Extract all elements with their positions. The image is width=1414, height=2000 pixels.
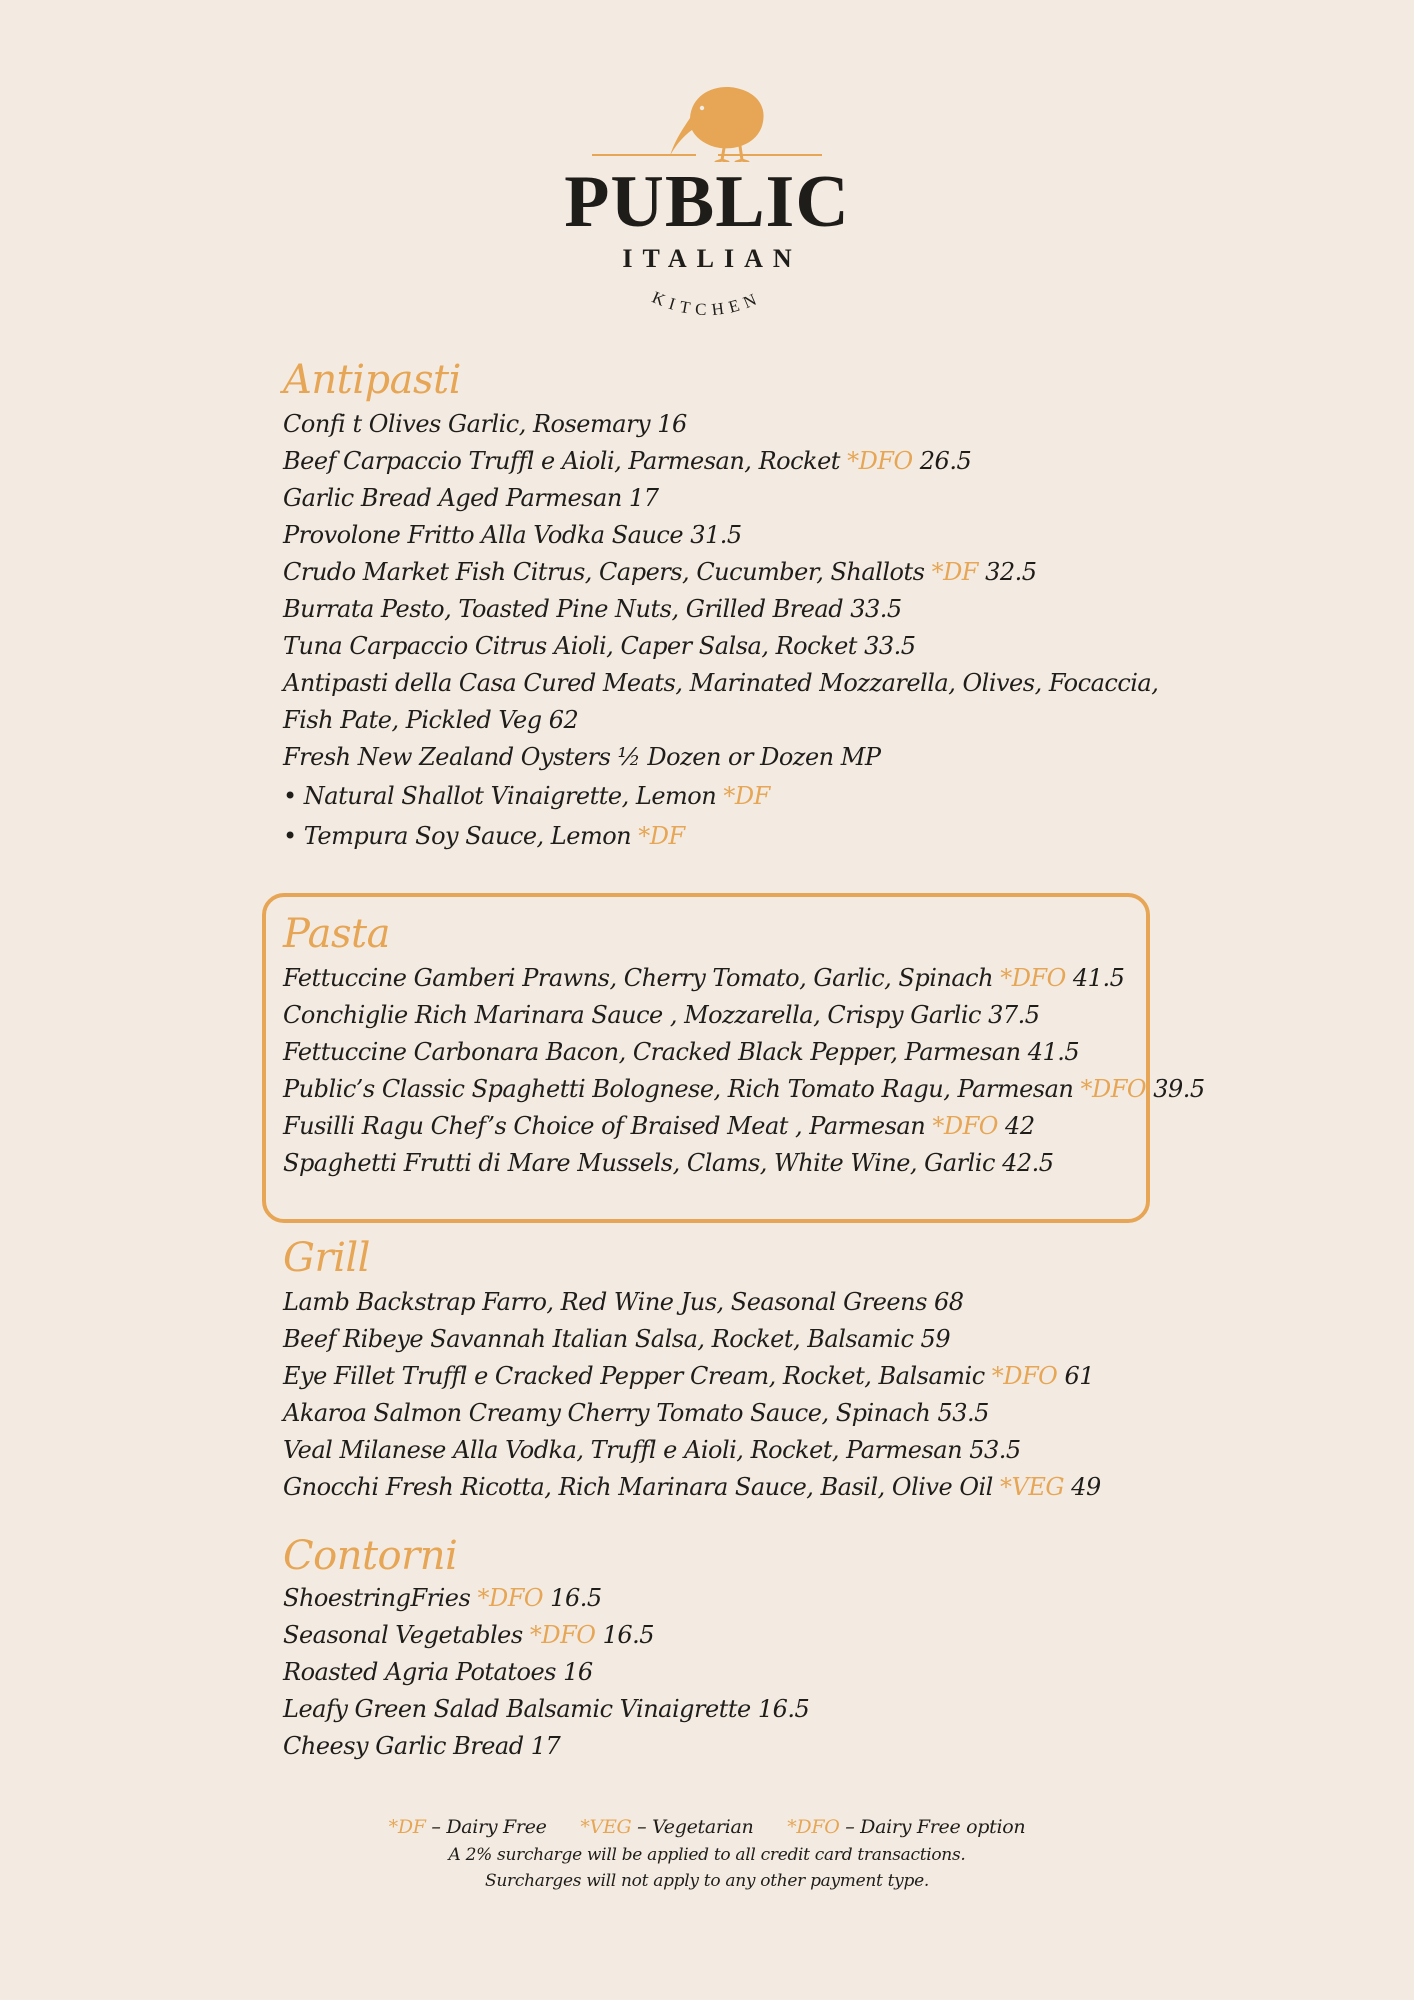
menu-item-price: 42.5	[1002, 1149, 1054, 1177]
menu-item-price: 33.5	[864, 632, 916, 660]
menu-item-text: Tuna Carpaccio Citrus Aioli, Caper Salsa, Rocket	[283, 632, 857, 660]
surcharge-note: A 2% surcharge will be applied to all credit card transactions.	[448, 1845, 966, 1865]
menu-item	[283, 591, 1158, 628]
menu-item-price: 39.5	[1153, 1075, 1205, 1103]
menu-item-text: Crudo Market Fish Citrus, Capers, Cucumber, Shallots	[283, 558, 925, 586]
section-title-pasta: Pasta	[283, 911, 390, 957]
menu-item-text: Roasted Agria Potatoes	[283, 1658, 556, 1686]
dietary-tag: *DF	[931, 558, 978, 586]
menu-item	[283, 1580, 809, 1617]
menu-item-price: 41.5	[1027, 1038, 1080, 1066]
menu-item	[283, 517, 1158, 554]
legend-df	[389, 1816, 547, 1838]
dietary-tag: *DFO	[1080, 1075, 1147, 1103]
dietary-tag: *DFO	[847, 447, 913, 475]
menu-item-price: 59	[920, 1325, 951, 1353]
menu-item-text: Fettuccine Carbonara Bacon, Cracked Black Pepper, Parmesan	[283, 1038, 1021, 1066]
menu-items-antipasti	[283, 406, 1158, 856]
menu-item-text: Leafy Green Salad Balsamic Vinaigrette	[283, 1695, 751, 1723]
menu-item-price: 53.5	[969, 1436, 1021, 1464]
menu-item-text: Public’s Classic Spaghetti Bolognese, Rich Tomato Ragu, Parmesan	[283, 1075, 1074, 1103]
legend-veg	[580, 1816, 753, 1838]
menu-item-price: 37.5	[988, 1001, 1040, 1029]
menu-item-price: 16.5	[550, 1584, 602, 1612]
menu-item	[283, 1284, 1101, 1321]
menu-item-price: 17	[628, 484, 659, 512]
brand-name: PUBLIC	[564, 161, 850, 243]
menu-item	[283, 1432, 1101, 1469]
brand-arc-text: KITCHEN	[649, 287, 765, 320]
menu-item-text: Provolone Fritto Alla Vodka Sauce	[283, 521, 684, 549]
menu-item-text: • Tempura Soy Sauce, Lemon	[283, 822, 632, 850]
menu-item	[283, 1108, 1205, 1145]
menu-item	[283, 1728, 809, 1765]
menu-item-price: 17	[530, 1732, 561, 1760]
legend-meaning: – Vegetarian	[637, 1816, 754, 1838]
menu-item-text: Beef Ribeye Savannah Italian Salsa, Rocket, Balsamic	[283, 1325, 914, 1353]
legend-code: *DFO	[787, 1816, 840, 1838]
section-contorni	[283, 1532, 809, 1765]
menu-item	[283, 702, 1158, 739]
legend-code: *DF	[388, 1816, 426, 1838]
menu-item	[283, 665, 1158, 702]
menu-item	[283, 443, 1158, 480]
menu-item-text: Antipasti della Casa Cured Meats, Marinated Mozzarella, Olives, Focaccia,	[283, 669, 1159, 697]
menu-item	[283, 1654, 809, 1691]
dietary-tag: *DFO	[529, 1621, 596, 1649]
menu-item	[283, 1469, 1101, 1506]
menu-item-text: Fettuccine Gamberi Prawns, Cherry Tomato, Garlic, Spinach	[283, 964, 994, 992]
menu-item-text: Fusilli Ragu Chef’s Choice of Braised Meat , Parmesan	[283, 1112, 926, 1140]
dietary-tag: *DFO	[1000, 964, 1066, 992]
section-pasta	[283, 910, 1205, 1182]
menu-item-price: 16.5	[602, 1621, 654, 1649]
menu-item-text: Cheesy Garlic Bread	[283, 1732, 524, 1760]
section-antipasti	[283, 356, 1158, 856]
menu-item	[283, 776, 1158, 816]
menu-item-text: Fresh New Zealand Oysters ½ Dozen or Dozen	[283, 743, 834, 771]
legend-meaning: – Dairy Free option	[845, 1816, 1026, 1838]
dietary-tag: *VEG	[1000, 1473, 1065, 1501]
section-title-antipasti: Antipasti	[283, 357, 461, 403]
dietary-tag: *DFO	[932, 1112, 998, 1140]
menu-item-text: Akaroa Salmon Creamy Cherry Tomato Sauce, Spinach	[283, 1399, 931, 1427]
menu-item-text: Seasonal Vegetables	[283, 1621, 523, 1649]
menu-item-price: 41.5	[1072, 964, 1125, 992]
menu-item-text: Garlic Bread Aged Parmesan	[283, 484, 622, 512]
menu-item-text: Lamb Backstrap Farro, Red Wine Jus, Seasonal Greens	[283, 1288, 927, 1316]
menu-item	[283, 1034, 1205, 1071]
menu-item	[283, 1145, 1205, 1182]
menu-item	[283, 960, 1205, 997]
menu-items-grill	[283, 1284, 1101, 1506]
logo-rule-left	[592, 154, 696, 156]
menu-item	[283, 1395, 1101, 1432]
kiwi-bird-icon	[640, 78, 774, 162]
menu-item	[283, 1321, 1101, 1358]
menu-item-text: Burrata Pesto, Toasted Pine Nuts, Grilled Bread	[283, 595, 844, 623]
legend-dfo	[787, 1816, 1025, 1838]
menu-item-price: 53.5	[937, 1399, 989, 1427]
menu-item-text: Eye Fillet Truffl e Cracked Pepper Cream, Rocket, Balsamic	[283, 1362, 985, 1390]
menu-item-price: 62	[548, 706, 579, 734]
section-title-contorni: Contorni	[283, 1533, 458, 1579]
menu-items-pasta	[283, 960, 1205, 1182]
menu-item-price: 16	[657, 410, 687, 438]
menu-item-text: Confi t Olives Garlic, Rosemary	[283, 410, 651, 438]
menu-item	[283, 739, 1158, 776]
menu-item-text: Gnocchi Fresh Ricotta, Rich Marinara Sauce, Basil, Olive Oil	[283, 1473, 993, 1501]
legend-meaning: – Dairy Free	[431, 1816, 547, 1838]
dietary-tag: *DF	[723, 782, 770, 810]
menu-item	[283, 1358, 1101, 1395]
menu-footer	[0, 1812, 1414, 1894]
dietary-tag: *DFO	[477, 1584, 544, 1612]
menu-item-price: 33.5	[850, 595, 902, 623]
menu-item-text: Spaghetti Frutti di Mare Mussels, Clams, White Wine, Garlic	[283, 1149, 995, 1177]
dietary-legend	[0, 1812, 1414, 1842]
brand-logo	[0, 78, 1414, 338]
menu-item-text: Beef Carpaccio Truffl e Aioli, Parmesan, Rocket	[283, 447, 840, 475]
menu-item-price: 68	[934, 1288, 964, 1316]
svg-text:KITCHEN	[649, 288, 764, 320]
menu-item-text: Fish Pate, Pickled Veg	[283, 706, 542, 734]
menu-item	[283, 816, 1158, 856]
menu-item	[283, 554, 1158, 591]
menu-item-text: • Natural Shallot Vinaigrette, Lemon	[283, 782, 717, 810]
menu-item	[283, 1071, 1205, 1108]
menu-item	[283, 480, 1158, 517]
section-title-grill: Grill	[283, 1235, 370, 1281]
menu-item-text: Conchiglie Rich Marinara Sauce , Mozzarella, Crispy Garlic	[283, 1001, 981, 1029]
menu-item-price: 32.5	[985, 558, 1037, 586]
legend-code: *VEG	[580, 1816, 632, 1838]
surcharge-note-2: Surcharges will not apply to any other payment type.	[485, 1871, 929, 1891]
dietary-tag: *DF	[638, 822, 685, 850]
menu-item-price: 31.5	[690, 521, 742, 549]
menu-item-text: Veal Milanese Alla Vodka, Truffl e Aioli, Rocket, Parmesan	[283, 1436, 963, 1464]
menu-item	[283, 406, 1158, 443]
menu-item-price: 49	[1071, 1473, 1101, 1501]
section-grill	[283, 1234, 1101, 1506]
menu-item-price: 42	[1005, 1112, 1035, 1140]
menu-item-price: 16	[563, 1658, 593, 1686]
brand-subtitle: ITALIAN	[622, 244, 802, 273]
menu-item-price: 16.5	[757, 1695, 810, 1723]
dietary-tag: *DFO	[991, 1362, 1058, 1390]
menu-item-price: MP	[840, 743, 881, 771]
menu-item-price: 61	[1064, 1362, 1095, 1390]
menu-item	[283, 997, 1205, 1034]
menu-item	[283, 1691, 809, 1728]
menu-items-contorni	[283, 1580, 809, 1765]
menu-item-text: ShoestringFries	[283, 1584, 471, 1612]
menu-item	[283, 628, 1158, 665]
brand-arc-label	[612, 278, 802, 338]
menu-item	[283, 1617, 809, 1654]
logo-rule-right	[718, 154, 822, 156]
menu-item-price: 26.5	[919, 447, 972, 475]
